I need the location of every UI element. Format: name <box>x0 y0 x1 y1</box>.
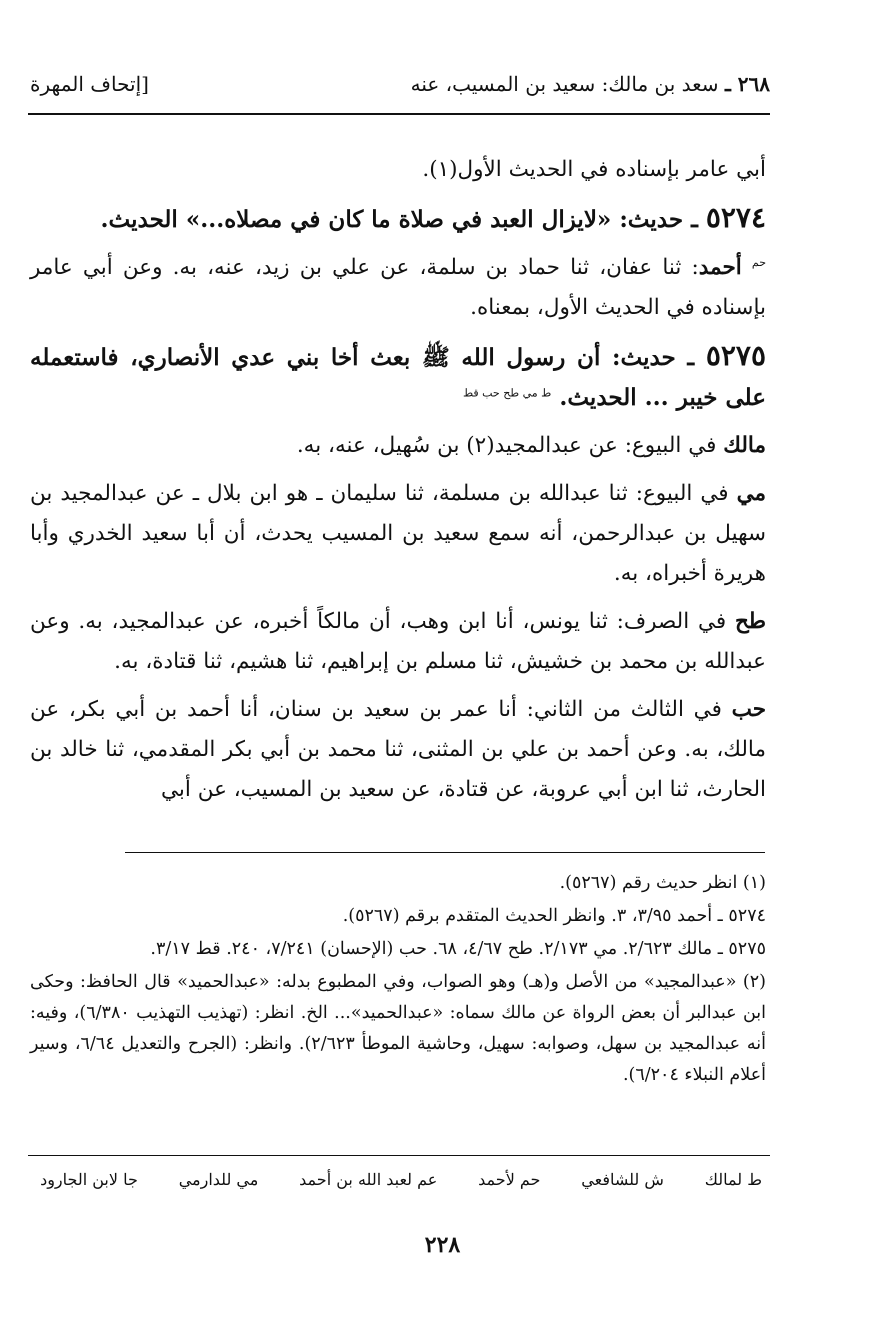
header-divider <box>28 113 770 115</box>
source-symbols: ط مي طح حب قط <box>462 386 552 400</box>
paragraph-text: : ثنا عفان، ثنا حماد بن سلمة، عن علي بن زيد، عنه، به. وعن أبي عامر بإسناده في الحديث الأول، بمعناه. <box>30 255 766 320</box>
abbreviation-legend <box>40 1170 762 1189</box>
running-head-text: سعد بن مالك: سعيد بن المسيب، عنه <box>410 72 719 96</box>
legend-item: ط لمالك <box>704 1170 762 1189</box>
legend-item: عم لعبد الله بن أحمد <box>299 1170 438 1189</box>
footnote-2: (٢) «عبدالمجيد» من الأصل و(هـ) وهو الصواب، وفي المطبوع بدله: «عبدالحميد» قال الحافظ: وحكى ابن عبدالبر أن بعض الرواة عن مالك سماه: «عبدالحميد»... الخ. انظر: (تهذيب التهذيب ٦/٣٨٠)، وفيه: أنه عبدالمجيد بن سهل، وصوابه: سهيل، وحاشية الموطأ ٢/٦٢٣). وانظر: (الجرح والتعديل ٦/٦٤، وسير أعلام النبلاء ٦/٢٠٤). <box>30 972 766 1085</box>
running-head-number: ٢٦٨ ـ <box>724 72 770 96</box>
source-name: مي <box>736 481 766 506</box>
footnote-divider <box>125 852 765 853</box>
legend-item: جا لابن الجارود <box>40 1170 138 1189</box>
main-text <box>30 150 766 818</box>
hadith-number: ٥٢٧٥ <box>705 339 766 372</box>
paragraph-text: في الصرف: ثنا يونس، أنا ابن وهب، أن مالكاً أخبره، عن عبدالمجيد، به. وعن عبدالله بن محمد بن خشيش، ثنا مسلم بن إبراهيم، ثنا هشيم، ثنا قتادة، به. <box>30 609 766 674</box>
hadith-text: ـ حديث: أن رسول الله ﷺ بعث أخا بني عدي الأنصاري، فاستعمله على خيبر ... الحديث. <box>30 344 766 411</box>
page-header <box>30 66 770 102</box>
legend-item: ش للشافعي <box>581 1170 664 1189</box>
running-head-chapter <box>411 72 770 96</box>
paragraph-text: في الثالث من الثاني: أنا عمر بن سعيد بن سنان، أنا أحمد بن أبي بكر، عن مالك، به. وعن أحمد بن علي بن المثنى، ثنا محمد بن أبي بكر المقدمي، ثنا خالد بن الحارث، ثنا ابن أبي عروبة، عن قتادة، عن سعيد بن المسيب، عن أبي <box>30 697 766 802</box>
paragraph-ibn-hibban <box>30 690 766 810</box>
footnotes <box>30 868 766 1093</box>
hadith-5274-heading <box>30 198 766 240</box>
paragraph-tahawi <box>30 602 766 682</box>
source-symbol: حم <box>751 255 766 269</box>
paragraph-continuation: أبي عامر بإسناده في الحديث الأول(١). <box>422 157 766 182</box>
paragraph-darimi <box>30 474 766 594</box>
footnote-ref-5275: ٥٢٧٥ ـ مالك ٢/٦٢٣. مي ٢/١٧٣. طح ٤/٦٧، ٦٨. حب (الإحسان) ٧/٢٤١، ٢٤٠. قط ٣/١٧. <box>150 939 766 959</box>
hadith-text: ـ حديث: «لايزال العبد في صلاة ما كان في مصلاه...» الحديث. <box>100 206 706 233</box>
paragraph-ahmad <box>30 248 766 328</box>
paragraph-text: في البيوع: عن عبدالمجيد(٢) بن سُهيل، عنه، به. <box>296 433 724 458</box>
source-name: أحمد <box>698 255 742 280</box>
footnote-ref-5274: ٥٢٧٤ ـ أحمد ٣/٩٥، ٣. وانظر الحديث المتقدم برقم (٥٢٦٧). <box>342 906 766 926</box>
footnote-1: (١) انظر حديث رقم (٥٢٦٧). <box>559 873 766 893</box>
paragraph-malik <box>30 426 766 466</box>
legend-divider <box>28 1155 770 1156</box>
running-head-book-title: [إتحاف المهرة <box>30 72 149 96</box>
paragraph-text: في البيوع: ثنا عبدالله بن مسلمة، ثنا سليمان ـ هو ابن بلال ـ عن عبدالمجيد بن سهيل بن عبدالرحمن، أنه سمع سعيد بن المسيب يحدث، أن أبا سعيد الخدري وأبا هريرة أخبراه، به. <box>30 481 766 586</box>
hadith-5275-heading <box>30 336 766 418</box>
source-name: طح <box>735 609 766 634</box>
source-name: مالك <box>723 433 766 458</box>
legend-item: حم لأحمد <box>478 1170 541 1189</box>
legend-item: مي للدارمي <box>178 1170 259 1189</box>
source-name: حب <box>731 697 766 722</box>
page-number: ٢٢٨ <box>424 1232 461 1258</box>
hadith-number: ٥٢٧٤ <box>705 201 766 234</box>
